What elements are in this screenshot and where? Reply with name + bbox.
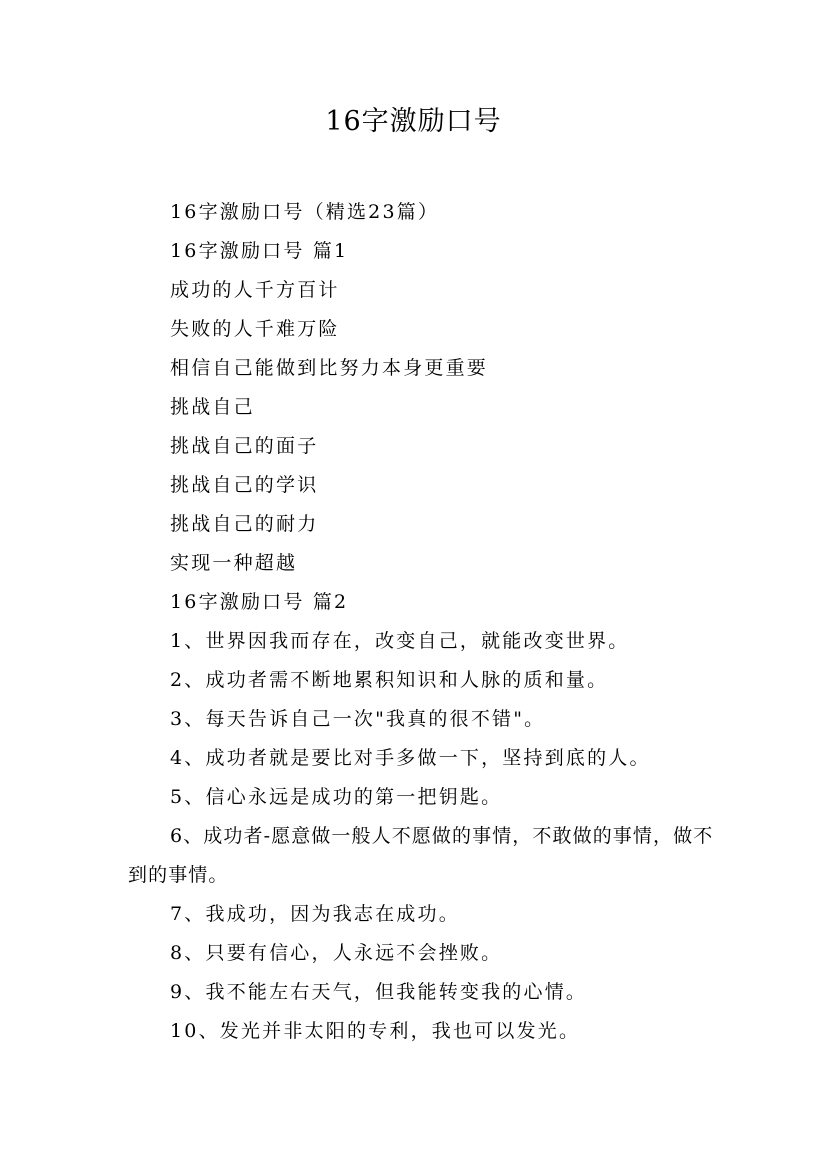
section-heading: 16字激励口号 篇2 (170, 591, 349, 613)
paragraph-line: 挑战自己 (170, 396, 255, 418)
section-heading: 16字激励口号 篇1 (170, 240, 349, 262)
paragraph-line: 成功的人千方百计 (170, 279, 340, 301)
paragraph-line: 相信自己能做到比努力本身更重要 (170, 357, 489, 379)
list-item: 2、成功者需不断地累积知识和人脉的质和量。 (170, 669, 609, 691)
paragraph-line: 实现一种超越 (170, 552, 298, 574)
document-title: 16字激励口号 (325, 106, 502, 137)
paragraph-line: 挑战自己的耐力 (170, 513, 319, 535)
paragraph-line: 挑战自己的面子 (170, 435, 319, 457)
list-item: 5、信心永远是成功的第一把钥匙。 (170, 786, 503, 808)
document-body (128, 193, 728, 1051)
list-item: 7、我成功，因为我志在成功。 (170, 903, 460, 925)
paragraph-line: 挑战自己的学识 (170, 474, 319, 496)
paragraph-line: 16字激励口号（精选23篇） (170, 201, 440, 223)
paragraph-line: 失败的人千难万险 (170, 318, 340, 340)
list-item: 4、成功者就是要比对手多做一下，坚持到底的人。 (170, 747, 651, 769)
list-item: 8、只要有信心，人永远不会挫败。 (170, 942, 503, 964)
list-item: 1、世界因我而存在，改变自己，就能改变世界。 (170, 630, 630, 652)
list-item: 9、我不能左右天气，但我能转变我的心情。 (170, 981, 588, 1003)
list-item: 3、每天告诉自己一次"我真的很不错"。 (170, 708, 546, 730)
list-item: 10、发光并非太阳的专利，我也可以发光。 (170, 1020, 581, 1042)
list-item: 6、成功者-愿意做一般人不愿做的事情，不敢做的事情，做不到的事情。 (128, 825, 714, 886)
